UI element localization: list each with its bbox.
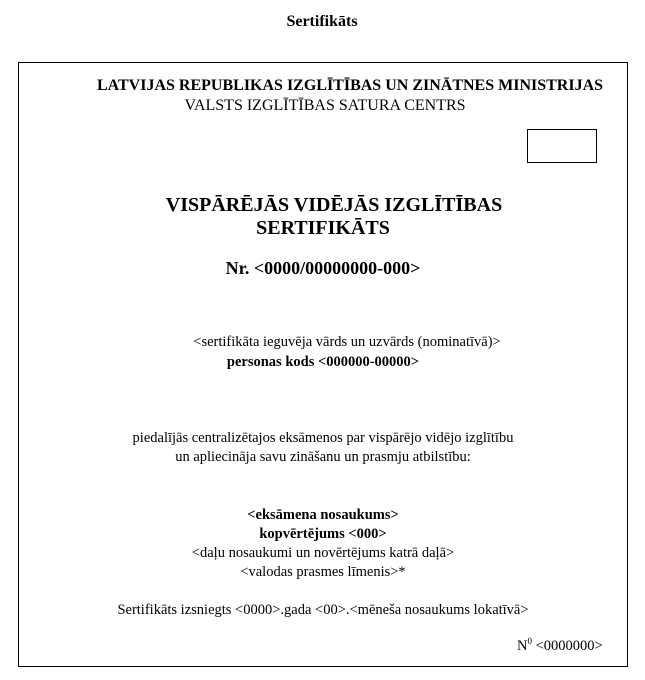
certificate-title-line1: VISPĀRĒJĀS VIDĒJĀS IZGLĪTĪBAS	[165, 194, 503, 216]
certificate-number: Nr. <0000/00000000-000>	[225, 258, 421, 278]
issue-date: Sertifikāts izsniegts <0000>.gada <00>.<mēneša nosaukums lokatīvā>	[117, 602, 529, 618]
overall-score: kopvērtējums <000>	[259, 526, 387, 542]
registration-number-box	[527, 129, 597, 163]
exam-name: <eksāmena nosaukums>	[247, 507, 399, 523]
personal-code: personas kods <000000-00000>	[226, 354, 420, 370]
recipient-name-placeholder: <sertifikāta ieguvēja vārds un uzvārds (nominatīvā)>	[193, 334, 501, 350]
serial-superscript: 0	[527, 636, 532, 647]
ministry-name: LATVIJAS REPUBLIKAS IZGLĪTĪBAS UN ZINĀTNES MINISTRIJAS	[96, 77, 604, 94]
page-title: Sertifikāts	[286, 13, 358, 30]
exam-parts: <daļu nosaukumi un novērtējums katrā daļā>	[191, 545, 455, 561]
language-level: <valodas prasmes līmenis>*	[240, 564, 406, 580]
center-name: VALSTS IZGLĪTĪBAS SATURA CENTRS	[184, 97, 466, 114]
serial-number	[517, 636, 603, 654]
intro-text-line1: piedalījās centralizētajos eksāmenos par vispārējo vidējo izglītību	[132, 430, 514, 446]
serial-value: <0000000>	[531, 638, 603, 654]
certificate-title-line2: SERTIFIKĀTS	[256, 217, 390, 239]
intro-text-line2: un apliecināja savu zināšanu un prasmju atbilstību:	[175, 449, 471, 465]
serial-prefix: N	[517, 638, 528, 654]
